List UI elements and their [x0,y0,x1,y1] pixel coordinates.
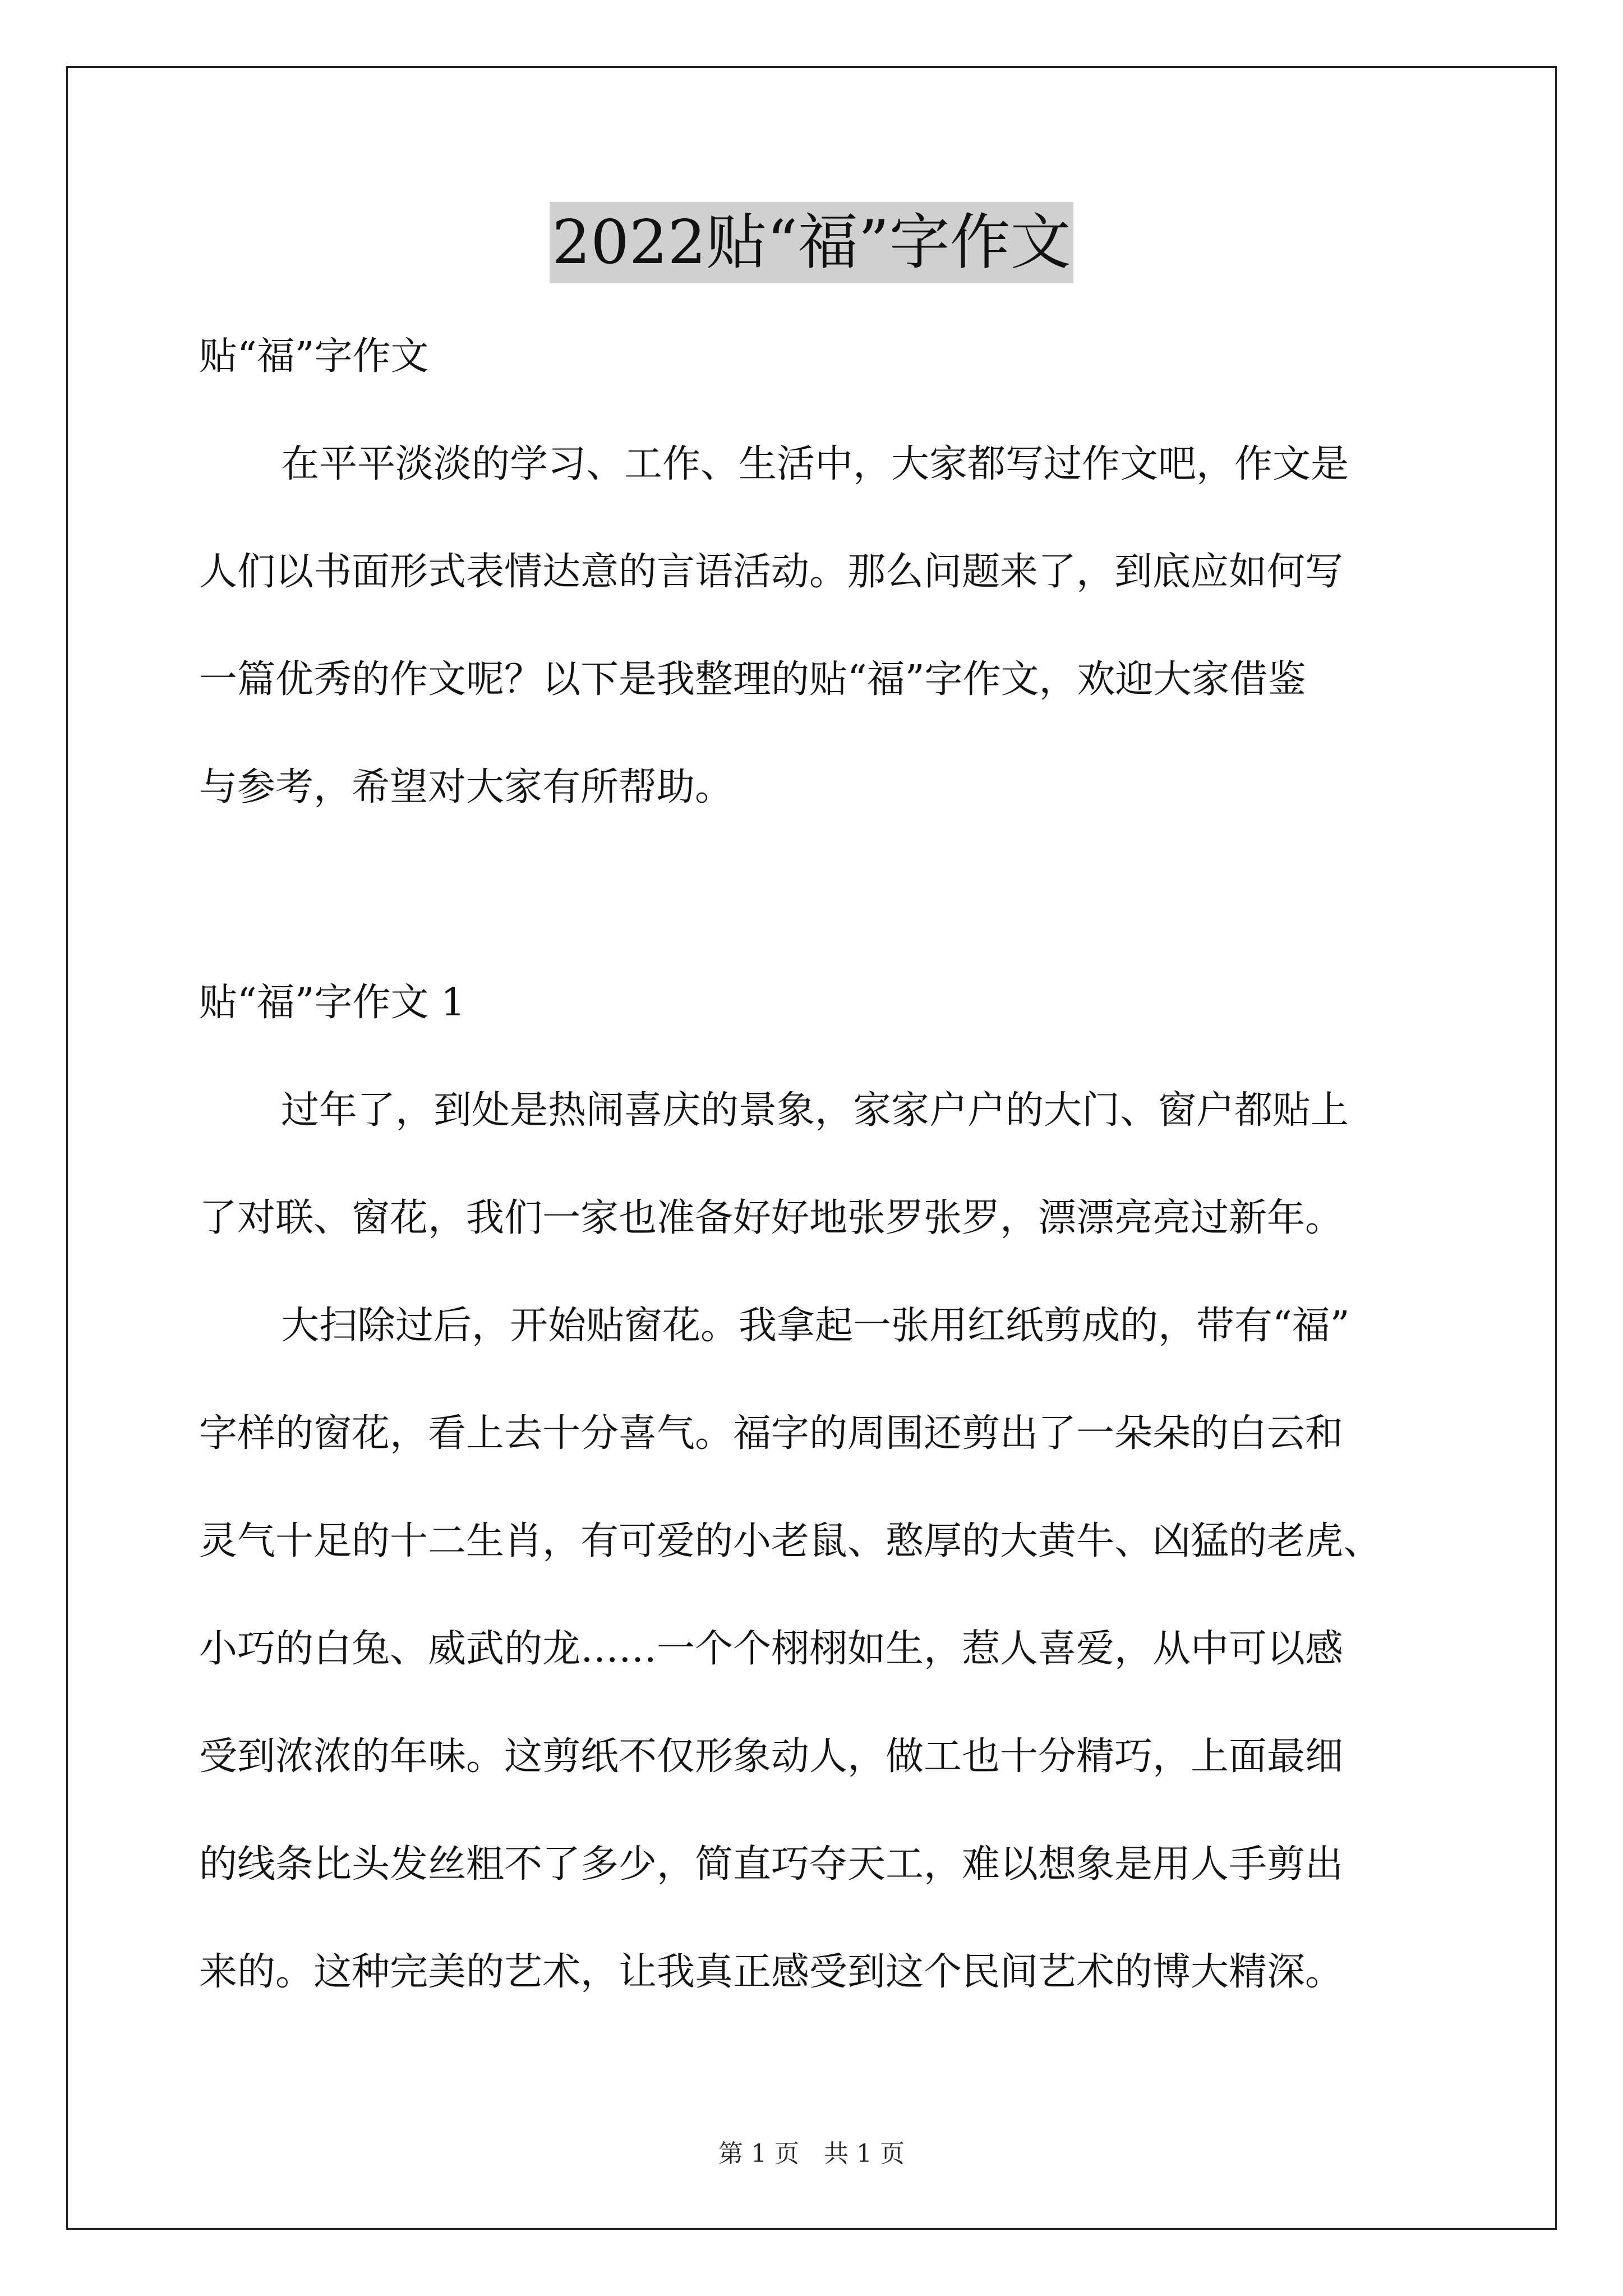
intro-line-2: 人们以书面形式表情达意的言语活动。那么问题来了，到底应如何写 [199,550,1344,594]
para2-line-1: 大扫除过后，开始贴窗花。我拿起一张用红纸剪成的，带有“福” [281,1304,1350,1348]
para2-line-3: 灵气十足的十二生肖，有可爱的小老鼠、憨厚的大黄牛、凶猛的老虎、 [199,1519,1382,1563]
para2-line-2: 字样的窗花，看上去十分喜气。福字的周围还剪出了一朵朵的白云和 [199,1411,1344,1456]
section-heading: 贴“福”字作文 1 [199,981,465,1025]
document-title: 2022贴“福”字作文 [550,202,1073,283]
page-footer: 第 1 页 共 1 页 [718,2139,905,2168]
subtitle: 贴“福”字作文 [199,334,429,379]
intro-line-1: 在平平淡淡的学习、工作、生活中，大家都写过作文吧，作文是 [281,442,1349,486]
para2-line-6: 的线条比头发丝粗不了多少，简直巧夺天工，难以想象是用人手剪出 [199,1842,1344,1887]
title-container [0,202,1623,283]
para1-line-2: 了对联、窗花，我们一家也准备好好地张罗张罗，漂漂亮亮过新年。 [199,1196,1344,1240]
para2-line-4: 小巧的白兔、威武的龙……一个个栩栩如生，惹人喜爱，从中可以感 [199,1627,1344,1671]
intro-line-3: 一篇优秀的作文呢？以下是我整理的贴“福”字作文，欢迎大家借鉴 [199,657,1306,702]
intro-line-4: 与参考，希望对大家有所帮助。 [199,765,734,809]
document-body [199,303,1433,2026]
section-gap [199,841,1433,949]
para1-line-1: 过年了，到处是热闹喜庆的景象，家家户户的大门、窗户都贴上 [281,1088,1349,1133]
para2-line-5: 受到浓浓的年味。这剪纸不仅形象动人，做工也十分精巧，上面最细 [199,1734,1344,1779]
para2-line-7: 来的。这种完美的艺术，让我真正感受到这个民间艺术的博大精深。 [199,1950,1344,1994]
